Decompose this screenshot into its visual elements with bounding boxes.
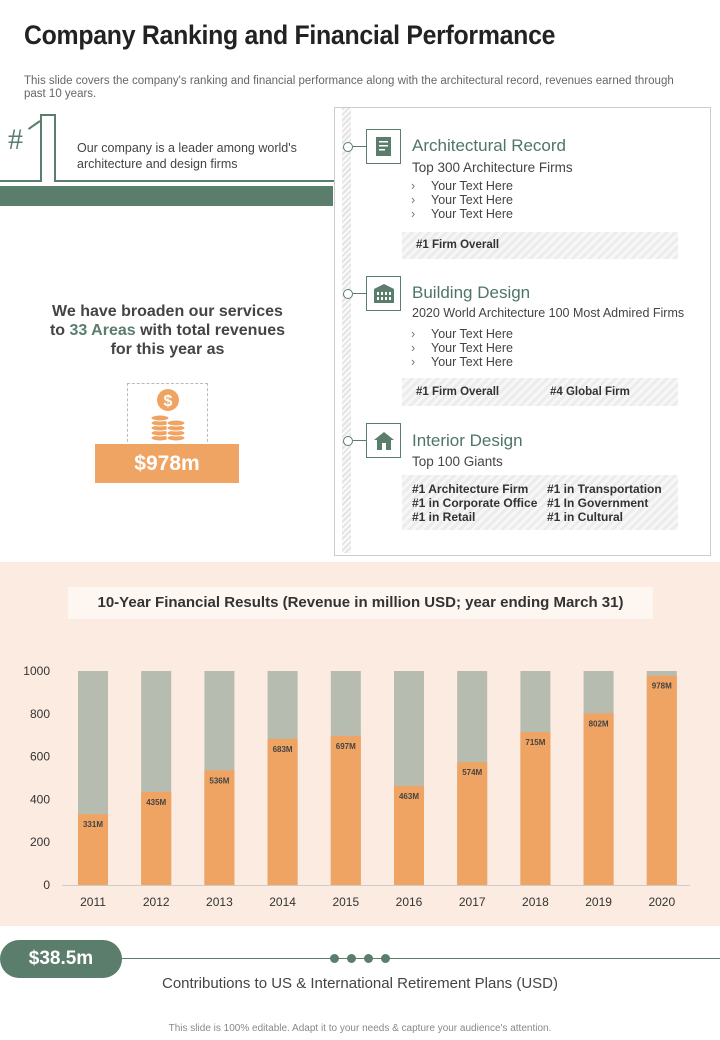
- house-icon: [366, 423, 401, 458]
- building-icon: [366, 276, 401, 311]
- card-side-strip: [342, 108, 351, 553]
- x-tick-label: 2013: [206, 895, 233, 909]
- timeline-dot: [343, 142, 353, 152]
- x-tick-label: 2018: [522, 895, 549, 909]
- x-tick-label: 2016: [395, 895, 423, 909]
- x-tick-label: 2011: [80, 895, 106, 909]
- rank-item: #1 In Government: [547, 496, 649, 510]
- x-tick-label: 2012: [142, 895, 170, 909]
- section-title-building-design: Building Design: [412, 283, 531, 302]
- data-label: 802M: [588, 719, 609, 729]
- x-tick-label: 2019: [585, 895, 612, 909]
- data-label: 715M: [525, 737, 546, 747]
- data-label: 683M: [272, 744, 293, 754]
- badge: #1 Firm Overall: [416, 239, 500, 251]
- section-subtitle: Top 100 Giants: [412, 454, 503, 469]
- data-label: 978M: [651, 681, 672, 691]
- bar-revenue: [647, 676, 677, 885]
- contribution-label: Contributions to US & International Retirement Plans (USD): [161, 975, 558, 992]
- footer-note: This slide is 100% editable. Adapt it to your needs & capture your audience's attention.: [168, 1023, 552, 1034]
- timeline-connector: [353, 146, 366, 147]
- coins-icon-box: [127, 383, 208, 447]
- rank-item: #1 in Retail: [412, 510, 476, 524]
- chart-title: 10-Year Financial Results (Revenue in million USD; year ending March 31): [68, 587, 653, 619]
- bar-revenue: [584, 713, 614, 885]
- rank-item: #1 in Cultural: [547, 510, 624, 524]
- rank-item: #1 Architecture Firm: [412, 482, 529, 496]
- rank-item: #1 in Transportation: [547, 482, 662, 496]
- section-subtitle: Top 300 Architecture Firms: [412, 160, 573, 175]
- bar-revenue: [204, 770, 234, 885]
- section-subtitle: 2020 World Architecture 100 Most Admired Firms: [412, 306, 685, 320]
- dots-decoration: [330, 953, 400, 965]
- timeline-dot: [343, 289, 353, 299]
- x-tick-label: 2015: [332, 895, 360, 909]
- y-tick-label: 600: [29, 749, 50, 764]
- ranks-box: [402, 475, 678, 530]
- data-label: 574M: [462, 768, 483, 778]
- list-item: › Your Text Here: [411, 179, 513, 193]
- page-title: Company Ranking and Financial Performance: [24, 20, 556, 50]
- data-label: 536M: [209, 776, 230, 786]
- contribution-line: [120, 958, 720, 959]
- bar-revenue: [268, 739, 298, 885]
- data-label: 435M: [146, 797, 167, 807]
- bar-revenue: [457, 762, 487, 885]
- bar-revenue: [520, 732, 550, 885]
- list-item: › Your Text Here: [411, 207, 513, 221]
- y-tick-label: 200: [29, 835, 50, 850]
- revenue-value: $978m: [95, 444, 239, 483]
- y-tick-label: 1000: [23, 664, 50, 678]
- timeline-connector: [353, 440, 366, 441]
- badge-box: [402, 232, 678, 259]
- list-item: › Your Text Here: [411, 341, 513, 355]
- section-title-architectural-record: Architectural Record: [412, 136, 567, 155]
- bar-revenue: [331, 736, 361, 885]
- leader-text: Our company is a leader among world's architecture and design firms: [77, 141, 297, 171]
- svg-text:$: $: [163, 393, 173, 410]
- coins-dollar-icon: [128, 384, 207, 446]
- document-icon: [366, 129, 401, 164]
- rank-item: #1 in Corporate Office: [412, 496, 538, 510]
- badge: #4 Global Firm: [550, 386, 630, 398]
- timeline-connector: [353, 293, 366, 294]
- services-text: We have broaden our services to 33 Areas with total revenues for this year as: [49, 303, 286, 358]
- list-item: › Your Text Here: [411, 193, 513, 207]
- list-item: › Your Text Here: [411, 355, 513, 369]
- badge-box: [402, 378, 678, 406]
- bullet-list: [411, 179, 513, 221]
- areas-highlight: 33 Areas: [69, 322, 136, 339]
- data-label: 463M: [398, 791, 420, 801]
- badge: #1 Firm Overall: [416, 386, 500, 398]
- list-item: › Your Text Here: [411, 327, 513, 341]
- contribution-value: $38.5m: [0, 940, 122, 978]
- timeline-dot: [343, 436, 353, 446]
- y-tick-label: 400: [29, 792, 50, 807]
- x-tick-label: 2014: [269, 895, 296, 909]
- hash-symbol: #: [8, 123, 23, 156]
- data-label: 331M: [82, 820, 104, 830]
- x-tick-label: 2020: [648, 895, 676, 909]
- y-tick-label: 0: [43, 878, 50, 892]
- green-band: [0, 186, 333, 206]
- section-title-interior-design: Interior Design: [412, 431, 523, 450]
- data-label: 697M: [335, 741, 356, 751]
- x-tick-label: 2017: [458, 895, 486, 909]
- page-subtitle: This slide covers the company's ranking and financial performance along with the architectural record, revenues earned through past 10 years.: [24, 75, 674, 100]
- bullet-list: [411, 327, 513, 369]
- y-tick-label: 800: [29, 706, 50, 721]
